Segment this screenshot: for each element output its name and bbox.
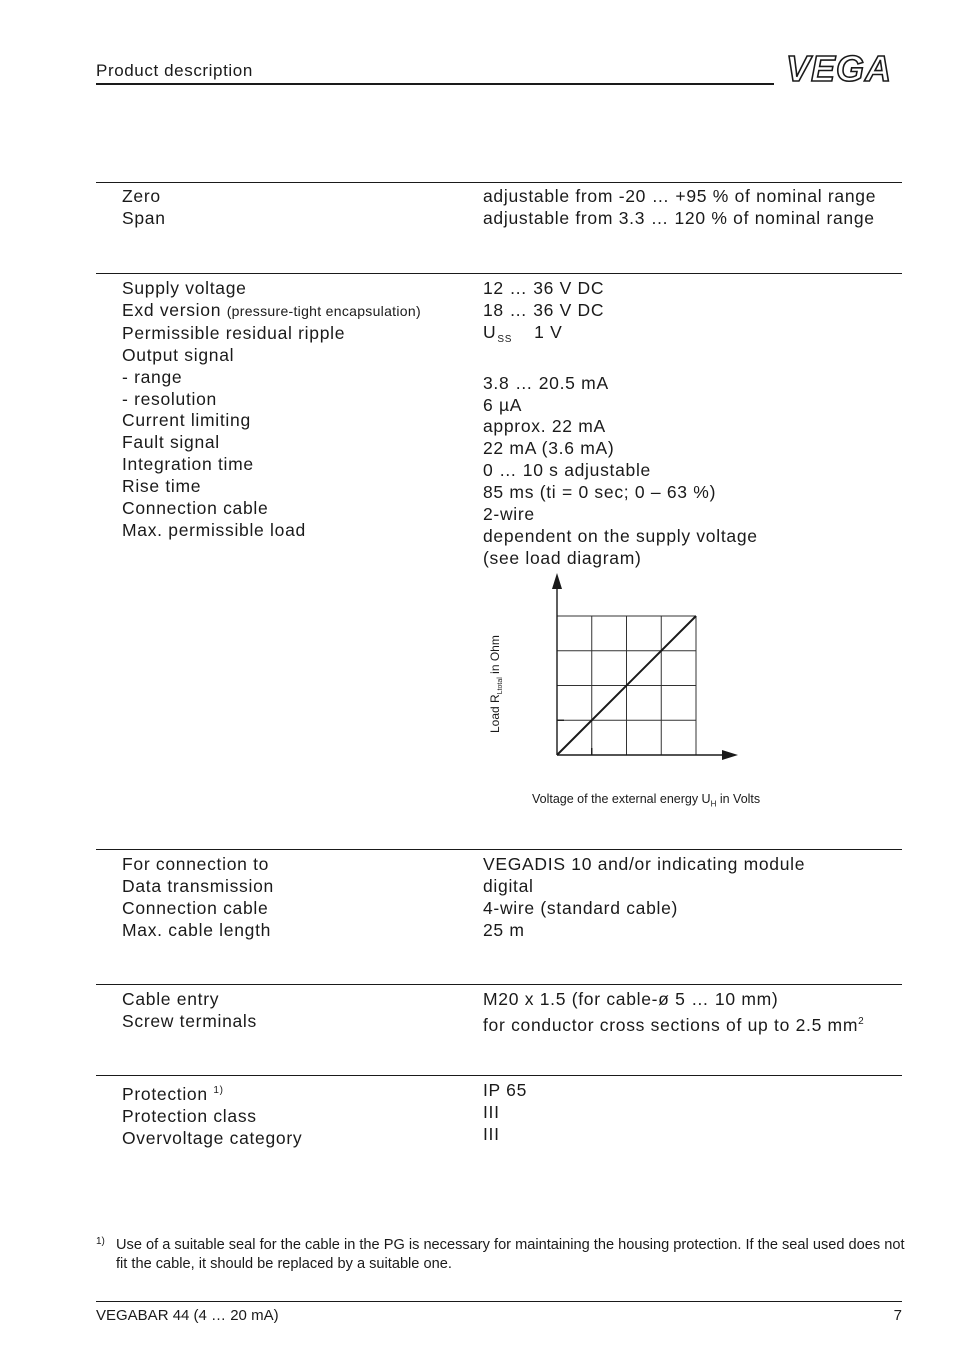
section-rule (96, 984, 902, 985)
page-header-title: Product description (96, 61, 253, 80)
label-span: Span (122, 207, 166, 228)
label-output-signal: Output signal (122, 344, 235, 365)
value-supply-voltage: 12 … 36 V DC (483, 278, 605, 298)
section-labels-protection (122, 1080, 302, 1150)
value-data-transmission: digital (483, 875, 534, 896)
y-label-main: Load R (488, 694, 502, 733)
x-label-rest: in Volts (716, 792, 761, 806)
label-protection-class: Protection class (122, 1105, 257, 1126)
label-screw-terminals: Screw terminals (122, 1010, 257, 1031)
label-exd-note: (pressure-tight encapsulation) (226, 302, 421, 319)
section-values-connection (483, 989, 864, 1037)
section-rule (96, 273, 902, 274)
label-data-transmission: Data transmission (122, 875, 274, 896)
footer-rule (96, 1301, 902, 1302)
label-overvoltage-category: Overvoltage category (122, 1127, 303, 1148)
label-residual-ripple: Permissible residual ripple (122, 322, 346, 343)
value-fault-signal: 22 mA (3.6 mA) (483, 438, 615, 459)
value-max-cable-length: 25 m (483, 919, 525, 940)
label-for-connection: For connection to (122, 854, 270, 874)
section-values-display (483, 854, 805, 942)
y-label-rest: in Ohm (488, 635, 502, 678)
label-fault-signal: Fault signal (122, 432, 220, 453)
value-screw-terminals (483, 1011, 864, 1037)
value-span: adjustable from 3.3 … 120 % of nominal range (483, 207, 875, 228)
value-overvoltage-category: III (483, 1123, 500, 1144)
value-protection: IP 65 (483, 1080, 528, 1100)
value-for-connection: VEGADIS 10 and/or indicating module (483, 854, 806, 874)
footnote-text: Use of a suitable seal for the cable in the PG is necessary for maintaining the housing protection. If the seal used does not fit the cable, it should be replaced by a suitable one. (116, 1237, 905, 1272)
y-axis-arrow (552, 573, 562, 589)
footer-product-name: VEGABAR 44 (4 … 20 mA) (96, 1307, 279, 1324)
section-labels-output (122, 278, 421, 542)
footnote-ref: 1) (213, 1085, 224, 1096)
page-number: 7 (893, 1307, 902, 1324)
label-integration-time: Integration time (122, 454, 254, 475)
label-connection-cable: Connection cable (122, 498, 269, 519)
x-label-main: Voltage of the external energy U (532, 792, 711, 806)
label-exd-main: Exd version (122, 299, 222, 320)
section-values-adjustment (483, 186, 876, 230)
x-label-sub: H (710, 799, 717, 809)
label-current-limiting: Current limiting (122, 410, 251, 431)
value-current-limiting: approx. 22 mA (483, 416, 606, 437)
section-values-output (483, 278, 758, 570)
value-output-signal (483, 351, 758, 373)
value-load-diagram-ref: (see load diagram) (483, 547, 642, 568)
header-rule (96, 83, 774, 85)
load-diagram-chart (480, 565, 800, 815)
label-zero: Zero (122, 186, 161, 206)
x-axis-arrow (722, 750, 738, 760)
value-max-load: dependent on the supply voltage (483, 525, 758, 546)
label-supply-voltage: Supply voltage (122, 278, 247, 298)
value-connection-cable: 2-wire (483, 504, 535, 525)
section-values-protection (483, 1080, 527, 1146)
label-max-cable-length: Max. cable length (122, 919, 272, 940)
section-rule (96, 182, 902, 183)
value-range: 3.8 … 20.5 mA (483, 372, 609, 393)
section-rule (96, 849, 902, 850)
ripple-u: U (483, 321, 497, 342)
label-rise-time: Rise time (122, 476, 202, 497)
screw-terminals-text: for conductor cross sections of up to 2.5 mm (483, 1014, 859, 1035)
value-residual-ripple (483, 322, 758, 351)
logo-text: VEGA (785, 50, 893, 88)
value-protection-class: III (483, 1101, 500, 1122)
value-rise-time: 85 ms (ti = 0 sec; 0 – 63 %) (483, 482, 717, 503)
label-cable-entry: Cable entry (122, 989, 220, 1009)
value-exd-version: 18 … 36 V DC (483, 299, 605, 320)
vega-logo (776, 50, 902, 88)
value-integration-time: 0 … 10 s adjustable (483, 460, 651, 481)
label-resolution: - resolution (122, 388, 217, 409)
value-resolution: 6 µA (483, 394, 523, 415)
y-label-sub: Ltotal (497, 677, 504, 695)
value-zero: adjustable from -20 … +95 % of nominal range (483, 186, 877, 206)
label-exd-version (122, 300, 421, 323)
label-max-load: Max. permissible load (122, 519, 306, 540)
chart-y-axis-label (488, 635, 504, 733)
value-connection-cable-2: 4-wire (standard cable) (483, 897, 679, 918)
label-range: - range (122, 366, 183, 387)
ripple-value: 1 V (534, 321, 563, 342)
label-protection (122, 1080, 302, 1106)
value-cable-entry: M20 x 1.5 (for cable-ø 5 … 10 mm) (483, 989, 779, 1009)
protection-text: Protection (122, 1084, 208, 1104)
ripple-sub: SS (497, 333, 513, 345)
chart-x-axis-label (532, 792, 760, 809)
footnote-mark: 1) (96, 1236, 105, 1247)
section-labels-adjustment (122, 186, 166, 230)
section-labels-display (122, 854, 274, 942)
section-labels-connection (122, 989, 257, 1033)
section-rule (96, 1075, 902, 1076)
screw-terminals-sup: 2 (858, 1015, 865, 1027)
label-connection-cable-2: Connection cable (122, 897, 269, 918)
